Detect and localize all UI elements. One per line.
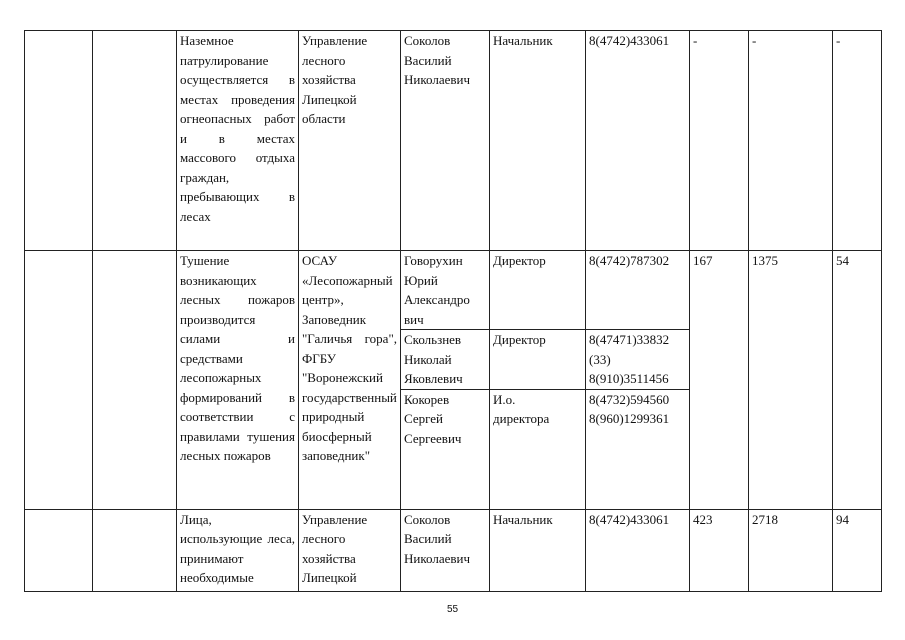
empty-cell (93, 251, 177, 510)
organization-cell: Управление лесного хозяйства Липецкой области (299, 31, 401, 251)
empty-cell (25, 31, 93, 251)
measure-cell: Наземное патрулирование осуществляется в местах проведения огнеопасных работ и в местах массового отдыха граждан, пребывающих в лесах (177, 31, 299, 251)
empty-cell (93, 509, 177, 591)
organization-cell: Управление лесного хозяйства Липецкой (299, 509, 401, 591)
phone-cell: 8(4742)787302 (586, 251, 690, 330)
phone-cell: 8(4742)433061 (586, 31, 690, 251)
person-name-cell: Скользнев Николай Яковлевич (401, 330, 490, 390)
phone-cell: 8(4732)594560 8(960)1299361 (586, 389, 690, 509)
measure-cell: Лица, использующие леса, принимают необходимые (177, 509, 299, 591)
position-cell: Начальник (490, 509, 586, 591)
position-cell: И.о. директора (490, 389, 586, 509)
phone-cell: 8(4742)433061 (586, 509, 690, 591)
phone-cell: 8(47471)33832 (33) 8(910)3511456 (586, 330, 690, 390)
count-cell: 2718 (749, 509, 833, 591)
count-cell: 167 (690, 251, 749, 510)
count-cell: 423 (690, 509, 749, 591)
person-name-cell: Соколов Василий Николаевич (401, 509, 490, 591)
organization-cell: ОСАУ «Лесопожарный центр», Заповедник "Галичья гора", ФГБУ "Воронежский государственный природный биосферный заповедник" (299, 251, 401, 510)
person-name-cell: Говорухин Юрий Александро вич (401, 251, 490, 330)
count-cell: 1375 (749, 251, 833, 510)
person-name-cell: Соколов Василий Николаевич (401, 31, 490, 251)
measure-cell: Тушение возникающих лесных пожаров производится силами и средствами лесопожарных формирований в соответствии с правилами тушения лесных пожаров (177, 251, 299, 510)
position-cell: Директор (490, 330, 586, 390)
empty-cell (25, 509, 93, 591)
table-row (25, 251, 882, 330)
page-number: 55 (446, 604, 459, 615)
count-cell: - (690, 31, 749, 251)
empty-cell (25, 251, 93, 510)
person-name-cell: Кокорев Сергей Сергеевич (401, 389, 490, 509)
empty-cell (93, 31, 177, 251)
position-cell: Директор (490, 251, 586, 330)
table-row (25, 31, 882, 251)
count-cell: - (749, 31, 833, 251)
count-cell: - (833, 31, 882, 251)
position-cell: Начальник (490, 31, 586, 251)
fire-measures-table (24, 30, 882, 592)
count-cell: 94 (833, 509, 882, 591)
count-cell: 54 (833, 251, 882, 510)
table-row (25, 509, 882, 591)
